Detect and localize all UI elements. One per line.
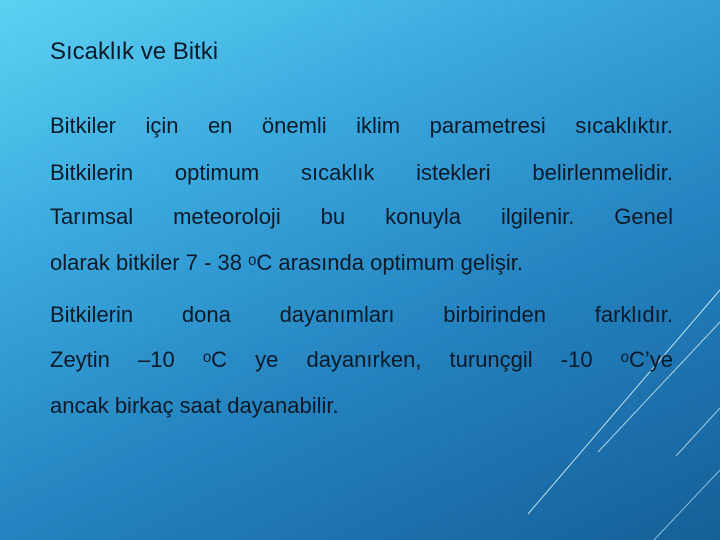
body-line-1: Bitkiler için en önemli iklim parametresi sıcaklıktır. <box>50 113 673 138</box>
slide-title: Sıcaklık ve Bitki <box>50 38 219 65</box>
deco-line-short <box>676 408 720 456</box>
body-line-2: Bitkilerin optimum sıcaklık istekleri belirlenmelidir. <box>50 160 673 185</box>
body-line-7: ancak birkaç saat dayanabilir. <box>50 393 339 418</box>
deco-line-upper <box>598 322 720 452</box>
deco-line-bottom <box>654 470 720 540</box>
body-line-3: Tarımsal meteoroloji bu konuyla ilgilenir. Genel <box>50 204 673 229</box>
body-line-5: Bitkilerin dona dayanımları birbirinden farklıdır. <box>50 302 673 327</box>
body-line-4: olarak bitkiler 7 - 38 ᵒC arasında optimum gelişir. <box>50 250 523 275</box>
body-line-6: Zeytin –10 ᵒC ye dayanırken, turunçgil -10 ᵒC’ye <box>50 347 673 372</box>
